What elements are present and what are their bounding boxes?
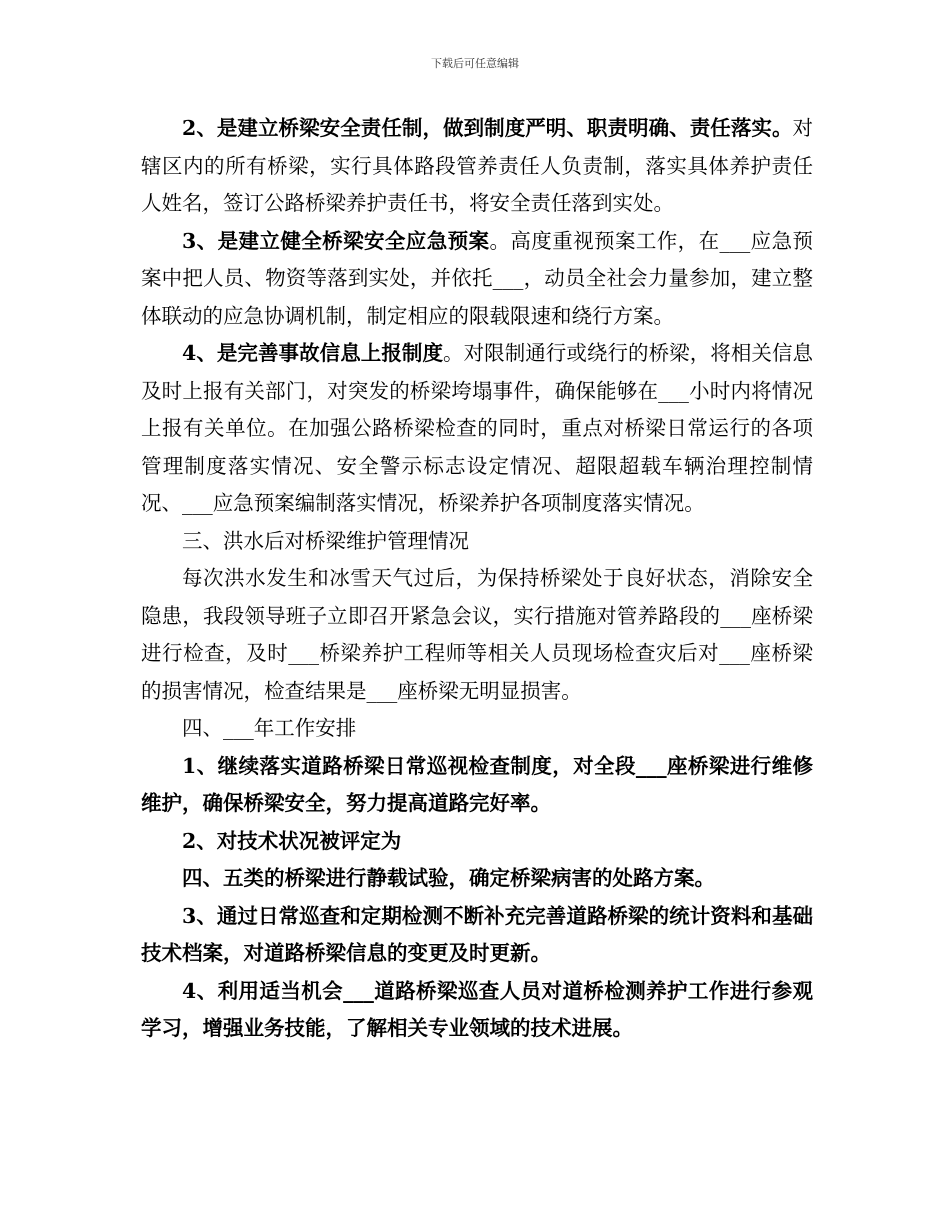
plan-item-2: 2、对技术状况被评定为 xyxy=(182,828,402,853)
section-heading-work-plan: 四、___年工作安排 xyxy=(182,716,357,740)
paragraph-emergency-plan xyxy=(141,223,813,336)
plan-item-1: 1、继续落实道路桥梁日常巡视检查制度，对全段___座桥梁进行维修维护，确保桥梁安全，努力提高道路完好率。 xyxy=(141,753,813,815)
paragraph-lead: 3、是建立健全桥梁安全应急预案 xyxy=(182,228,490,253)
paragraph-text: 对辖区内的所有桥梁，实行具体路段管养责任人负责制，落实具体养护责任人姓名，签订公路桥梁养护责任书，将安全责任落到实处。 xyxy=(141,116,813,215)
paragraph-responsibility xyxy=(141,110,813,223)
paragraph-text: 。高度重视预案工作，在___应急预案中把人员、物资等落到实处，并依托___，动员全社会力量参加，建立整体联动的应急协调机制，制定相应的限载限速和绕行方案。 xyxy=(141,228,814,328)
plan-item-4: 4、利用适当机会___道路桥梁巡查人员对道桥检测养护工作进行参观学习，增强业务技能，了解相关专业领域的技术进展。 xyxy=(141,978,813,1040)
plan-item-2-continued: 四、五类的桥梁进行静载试验，确定桥梁病害的处路方案。 xyxy=(182,866,715,890)
plan-item-3: 3、通过日常巡查和定期检测不断补充完善道路桥梁的统计资料和基础技术档案，对道路桥梁信息的变更及时更新。 xyxy=(141,903,813,965)
paragraph-flood-inspection: 每次洪水发生和冰雪天气过后，为保持桥梁处于良好状态，消除安全隐患，我段领导班子立即召开紧急会议，实行措施对管养路段的___座桥梁进行检查，及时___桥梁养护工程师等相关人员现场检查灾后对___座桥梁的损害情况，检查结果是___座桥梁无明显损害。 xyxy=(141,566,813,703)
paragraph-lead: 2、是建立桥梁安全责任制，做到制度严明、职责明确、责任落实。 xyxy=(182,116,793,140)
section-heading-flood: 三、洪水后对桥梁维护管理情况 xyxy=(182,528,469,553)
paragraph-incident-reporting xyxy=(141,335,813,523)
document-body xyxy=(141,110,813,1048)
paragraph-text: 。对限制通行或绕行的桥梁，将相关信息及时上报有关部门，对突发的桥梁垮塌事件，确保能够在___小时内将情况上报有关单位。在加强公路桥梁检查的同时，重点对桥梁日常运行的各项管理制度落实情况、安全警示标志设定情况、超限超载车辆治理控制情况、___应急预案编制落实情况，桥梁养护各项制度落实情况。 xyxy=(141,341,813,515)
page-header: 下载后可任意编辑 xyxy=(431,57,519,70)
paragraph-lead: 4、是完善事故信息上报制度 xyxy=(182,341,444,365)
